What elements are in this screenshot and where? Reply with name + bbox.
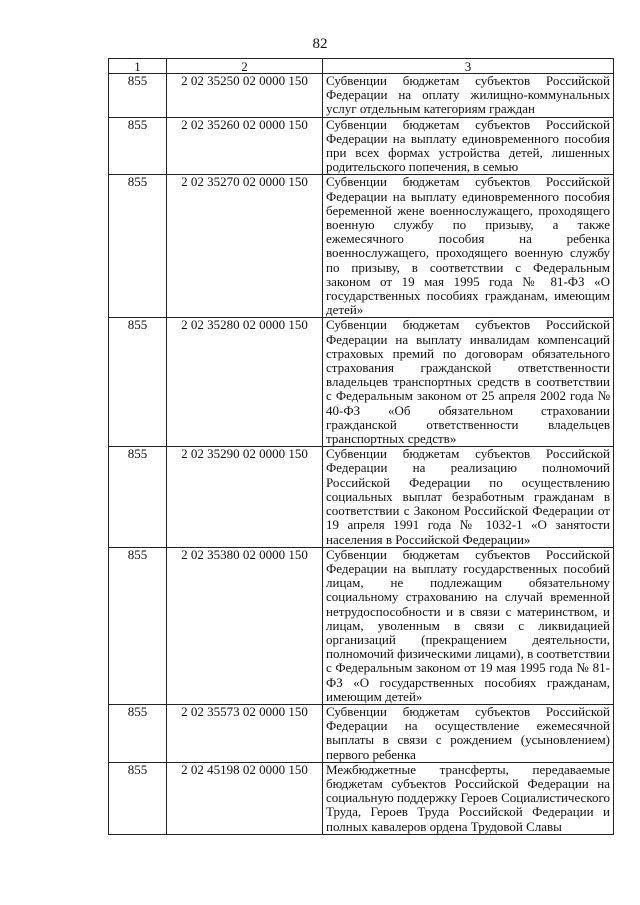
admin-code-cell: 855 [109,547,167,704]
revenue-name-cell: Субвенции бюджетам субъектов Российской Федерации на выплату государственных пособий лицам, не подлежащим обязательному социальному страхованию на случай временной нетрудоспособности и в связи с материнством, и лицам, уволенным в связи с ликвидацией организаций (прекращением деятельности, полномочий физическими лицами), в соответствии с Федеральным законом от 19 мая 1995 года № 81-ФЗ «О государственных пособиях гражданам, имеющим детей» [323,547,614,704]
table-row [109,447,614,547]
table-row [109,762,614,834]
revenue-name-cell: Субвенции бюджетам субъектов Российской Федерации на выплату единовременного пособия при всех формах устройства детей, лишенных родительского попечения, в семью [323,117,614,175]
admin-code-cell: 855 [109,447,167,547]
budget-code-cell: 2 02 35573 02 0000 150 [167,704,323,762]
admin-code-cell: 855 [109,704,167,762]
header-col-1: 1 [109,59,167,74]
admin-code-cell: 855 [109,762,167,834]
table-header-row [109,59,614,74]
table-row [109,74,614,118]
page-number: 82 [312,36,328,52]
admin-code-cell: 855 [109,117,167,175]
budget-code-cell: 2 02 35290 02 0000 150 [167,447,323,547]
revenue-name-cell: Субвенции бюджетам субъектов Российской Федерации на реализацию полномочий Российской Федерации по осуществлению социальных выплат безработным гражданам в соответствии с Законом Российской Федерации от 19 апреля 1991 года № 1032-1 «О занятости населения в Российской Федерации» [323,447,614,547]
revenue-name-cell: Субвенции бюджетам субъектов Российской Федерации на выплату инвалидам компенсаций страховых премий по договорам обязательного страхования гражданской ответственности владельцев транспортных средств в соответствии с Федеральным законом от 25 апреля 2002 года № 40-ФЗ «Об обязательном страховании гражданской ответственности владельцев транспортных средств» [323,318,614,447]
header-col-3: 3 [323,59,614,74]
table-row [109,318,614,447]
table-row [109,704,614,762]
budget-code-cell: 2 02 45198 02 0000 150 [167,762,323,834]
budget-code-cell: 2 02 35380 02 0000 150 [167,547,323,704]
admin-code-cell: 855 [109,74,167,118]
revenue-name-cell: Субвенции бюджетам субъектов Российской Федерации на осуществление ежемесячной выплаты в связи с рождением (усыновлением) первого ребенка [323,704,614,762]
budget-code-cell: 2 02 35260 02 0000 150 [167,117,323,175]
budget-code-cell: 2 02 35270 02 0000 150 [167,175,323,318]
admin-code-cell: 855 [109,318,167,447]
revenue-name-cell: Субвенции бюджетам субъектов Российской Федерации на выплату единовременного пособия беременной жене военнослужащего, проходящего военную службу по призыву, а также ежемесячного пособия на ребенка военнослужащего, проходящего военную службу по призыву, в соответствии с Федеральным законом от 19 мая 1995 года № 81-ФЗ «О государственных пособиях гражданам, имеющим детей» [323,175,614,318]
revenue-name-cell: Субвенции бюджетам субъектов Российской Федерации на оплату жилищно-коммунальных услуг отдельным категориям граждан [323,74,614,118]
revenue-name-cell: Межбюджетные трансферты, передаваемые бюджетам субъектов Российской Федерации на социальную поддержку Героев Социалистического Труда, Героев Труда Российской Федерации и полных кавалеров ордена Трудовой Славы [323,762,614,834]
budget-code-cell: 2 02 35280 02 0000 150 [167,318,323,447]
budget-code-cell: 2 02 35250 02 0000 150 [167,74,323,118]
header-col-2: 2 [167,59,323,74]
budget-classification-table [108,58,614,835]
admin-code-cell: 855 [109,175,167,318]
table-row [109,117,614,175]
table-row [109,547,614,704]
table-row [109,175,614,318]
